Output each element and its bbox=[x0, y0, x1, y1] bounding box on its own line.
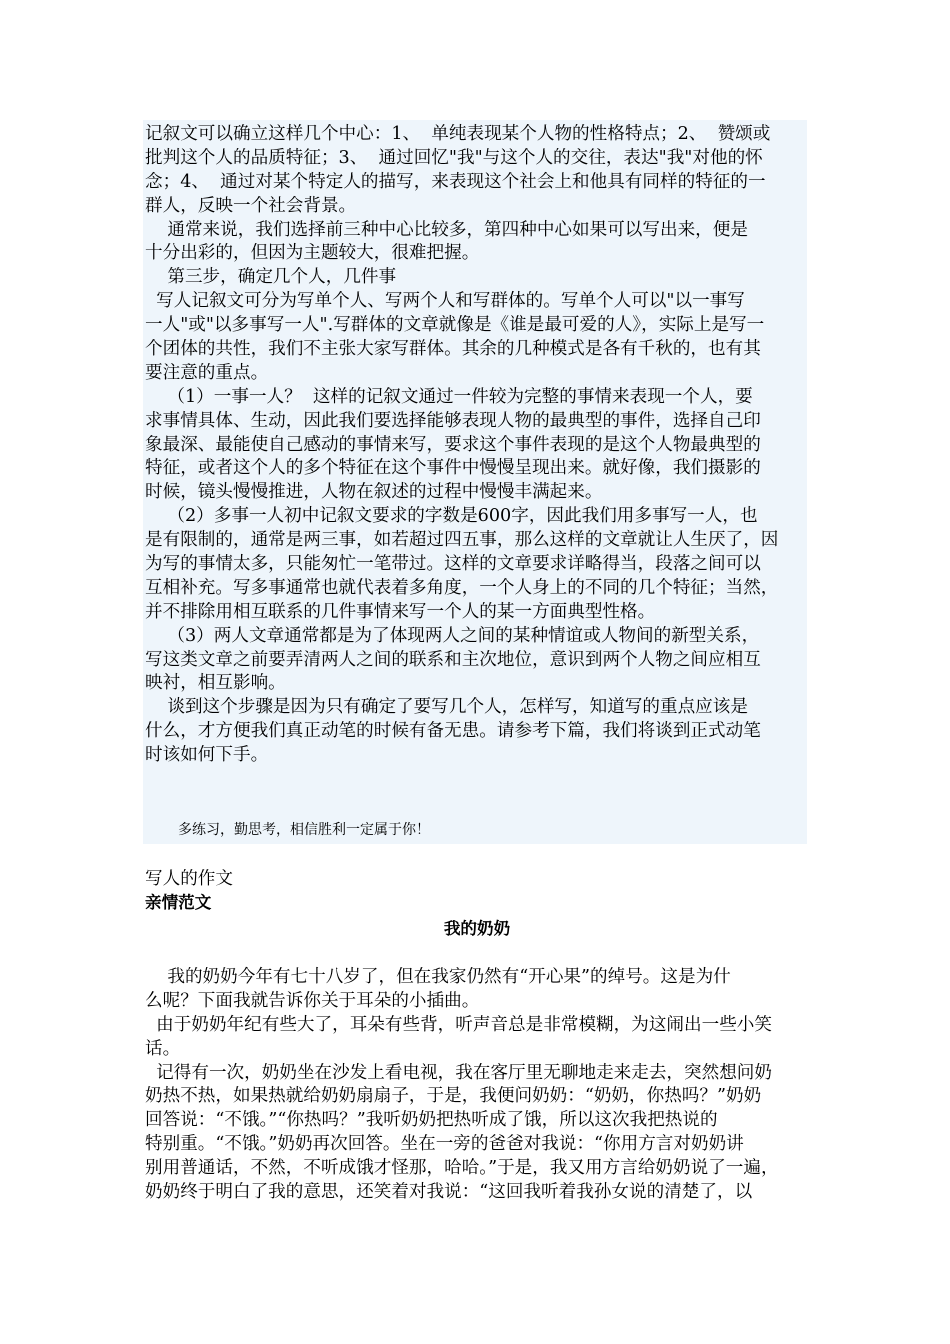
text-line: 互相补充。写多事通常也就代表着多角度，一个人身上的不同的几个特征；当然， bbox=[145, 577, 779, 598]
essay-line: 别用普通话，不然，不听成饿才怪那，哈哈。”于是，我又用方言给奶奶说了一遍， bbox=[145, 1158, 779, 1179]
essay-line: 么呢？下面我就告诉你关于耳朵的小插曲。 bbox=[145, 990, 480, 1011]
text-line: 谈到这个步骤是因为只有确定了要写几个人，怎样写，知道写的重点应该是 bbox=[145, 697, 748, 718]
text-line: 群人，反映一个社会背景。 bbox=[145, 195, 357, 216]
text-line: 时该如何下手。 bbox=[145, 745, 269, 766]
essay-line: 奶热不热，如果热就给奶奶扇扇子，于是，我便问奶奶：“奶奶，你热吗？”奶奶 bbox=[145, 1086, 762, 1107]
essay-line: 记得有一次，奶奶坐在沙发上看电视，我在客厅里无聊地走来走去，突然想问奶 bbox=[145, 1062, 772, 1083]
text-line: （1）一事一人？ 这样的记叙文通过一件较为完整的事情来表现一个人，要 bbox=[145, 386, 753, 407]
text-line: 要注意的重点。 bbox=[145, 362, 269, 383]
essay-line: 特别重。“不饿。”奶奶再次回答。坐在一旁的爸爸对我说：“你用方言对奶奶讲 bbox=[145, 1134, 744, 1155]
text-line: 记叙文可以确立这样几个中心：1、 单纯表现某个人物的性格特点；2、 赞颂或 bbox=[145, 124, 771, 144]
text-line: 十分出彩的，但因为主题较大，很难把握。 bbox=[145, 243, 480, 264]
text-line: （2）多事一人初中记叙文要求的字数是600字，因此我们用多事写一人，也 bbox=[145, 506, 758, 527]
text-line: 通常来说，我们选择前三种中心比较多，第四种中心如果可以写出来，便是 bbox=[145, 219, 748, 240]
step-heading: 第三步，确定几个人，几件事 bbox=[145, 267, 397, 288]
essay-line: 由于奶奶年纪有些大了，耳朵有些背，听声音总是非常模糊，为这闹出一些小笑 bbox=[145, 1014, 772, 1035]
essay-body bbox=[145, 966, 825, 1205]
text-line: 求事情具体、生动，因此我们要选择能够表现人物的最典型的事件，选择自己印 bbox=[145, 410, 761, 431]
text-line: 象最深、最能使自己感动的事情来写，要求这个事件表现的是这个人物最典型的 bbox=[145, 434, 761, 455]
essay-line: 回答说：“不饿。”“你热吗？”我听奶奶把热听成了饿，所以这次我把热说的 bbox=[145, 1110, 718, 1131]
text-line: 是有限制的，通常是两三事，如若超过四五事，那么这样的文章就让人生厌了，因 bbox=[145, 530, 779, 551]
essay-title: 我的奶奶 bbox=[443, 919, 511, 938]
text-line: 什么，才方便我们真正动笔的时候有备无患。请参考下篇，我们将谈到正式动笔 bbox=[145, 721, 761, 742]
text-line: 一人"或"以多事写一人".写群体的文章就像是《谁是最可爱的人》，实际上是写一 bbox=[145, 315, 765, 336]
text-line: 个团体的共性，我们不主张大家写群体。其余的几种模式是各有千秋的，也有其 bbox=[145, 339, 761, 360]
text-line: 映衬，相互影响。 bbox=[145, 673, 286, 694]
essay-line: 我的奶奶今年有七十八岁了，但在我家仍然有“开心果”的绰号。这是为什 bbox=[145, 967, 731, 987]
encouragement-note: 多练习，勤思考，相信胜利一定属于你！ bbox=[178, 822, 430, 838]
guide-text bbox=[145, 123, 825, 768]
text-line: 念；4、 通过对某个特定人的描写，来表现这个社会上和他具有同样的特征的一 bbox=[145, 171, 766, 192]
text-line: 写人记叙文可分为写单个人、写两个人和写群体的。写单个人可以"以一事写 bbox=[145, 291, 745, 312]
subcategory-label: 亲情范文 bbox=[145, 893, 212, 912]
category-label: 写人的作文 bbox=[145, 869, 233, 889]
essay-line: 奶奶终于明白了我的意思，还笑着对我说：“这回我听着我孙女说的清楚了，以 bbox=[145, 1182, 753, 1203]
text-line: 特征，或者这个人的多个特征在这个事件中慢慢呈现出来。就好像，我们摄影的 bbox=[145, 458, 761, 479]
text-line: （3）两人文章通常都是为了体现两人之间的某种情谊或人物间的新型关系， bbox=[145, 625, 760, 646]
text-line: 并不排除用相互联系的几件事情来写一个人的某一方面典型性格。 bbox=[145, 601, 656, 622]
text-line: 为写的事情太多，只能匆忙一笔带过。这样的文章要求详略得当，段落之间可以 bbox=[145, 554, 761, 575]
text-line: 批判这个人的品质特征；3、 通过回忆"我"与这个人的交往，表达"我"对他的怀 bbox=[145, 147, 763, 168]
text-line: 写这类文章之前要弄清两人之间的联系和主次地位，意识到两个人物之间应相互 bbox=[145, 649, 761, 670]
essay-line: 话。 bbox=[145, 1038, 181, 1059]
text-line: 时候，镜头慢慢推进，人物在叙述的过程中慢慢丰满起来。 bbox=[145, 482, 603, 503]
